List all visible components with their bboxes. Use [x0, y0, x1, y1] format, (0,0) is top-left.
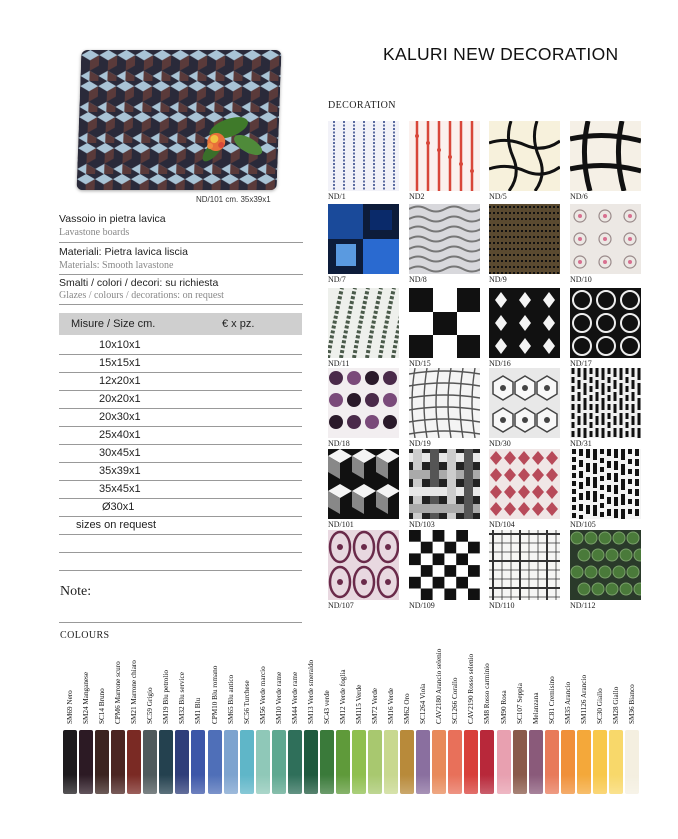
colour-swatch	[416, 730, 430, 794]
colour-name: SM12 Verde foglia	[338, 669, 347, 724]
decoration-swatch-nd1	[328, 121, 399, 191]
colour-swatch	[368, 730, 382, 794]
size-row: 20x30x1	[59, 409, 302, 427]
colour-name: SC107 Seppia	[515, 683, 524, 724]
colour-name: SM62 Oro	[403, 693, 412, 724]
colour-name: SM65 Blu antico	[226, 674, 235, 724]
decoration-code: ND/8	[409, 275, 427, 284]
colour-swatch	[79, 730, 93, 794]
colour-swatch	[63, 730, 77, 794]
decoration-code: ND/107	[328, 601, 354, 610]
colour-name: SC1266 Corallo	[451, 677, 460, 724]
colour-name: SM8 Rosso carminio	[483, 663, 492, 724]
colour-name: SM90 Rosa	[499, 690, 508, 724]
colour-swatch	[143, 730, 157, 794]
colour-swatch	[593, 730, 607, 794]
colour-swatch	[208, 730, 222, 794]
decoration-code: ND/7	[328, 275, 346, 284]
ogee-pattern	[328, 530, 399, 600]
colour-name: SC81 Cremisino	[547, 676, 556, 724]
cube-pattern-image	[77, 50, 282, 190]
size-row: 12x20x1	[59, 373, 302, 391]
decoration-swatch-nd17	[570, 288, 641, 358]
colour-swatch	[320, 730, 334, 794]
decoration-code: ND/5	[489, 192, 507, 201]
decoration-swatch-nd6	[570, 121, 641, 191]
note-line	[59, 622, 302, 623]
size-row: Ø30x1	[59, 499, 302, 517]
colour-swatch	[240, 730, 254, 794]
info-it-3: Smalti / colori / decori: su richiesta	[59, 277, 219, 289]
colour-name: SM44 Verde rame	[290, 671, 299, 724]
decoration-code: ND/109	[409, 601, 435, 610]
decoration-code: ND/104	[489, 520, 515, 529]
colour-swatch	[545, 730, 559, 794]
size-row: 15x15x1	[59, 355, 302, 373]
colour-name: SC1264 Viola	[419, 683, 428, 724]
info-en-3: Glazes / colours / decorations: on request	[59, 290, 224, 301]
colour-name: SM21 Marrone chiaro	[130, 660, 139, 724]
colour-name: SM115 Verde	[355, 684, 364, 724]
divider	[59, 304, 303, 305]
divider	[59, 274, 303, 275]
decoration-swatch-nd11	[328, 288, 399, 358]
colour-swatch	[480, 730, 494, 794]
hexagons-pattern	[489, 368, 560, 438]
colour-name: SC59 Grigio	[146, 687, 155, 724]
colour-swatch	[352, 730, 366, 794]
plaid-pattern	[489, 530, 560, 600]
info-en-1: Lavastone boards	[59, 227, 130, 238]
divider	[59, 242, 303, 243]
colour-swatch	[111, 730, 125, 794]
colour-swatch	[432, 730, 446, 794]
colour-swatch	[127, 730, 141, 794]
colour-swatch	[400, 730, 414, 794]
decoration-swatch-nd10	[570, 204, 641, 274]
info-it-2: Materiali: Pietra lavica liscia	[59, 246, 188, 258]
decoration-swatch-nd8	[409, 204, 480, 274]
colour-name: SM24 Manganese	[82, 671, 91, 724]
decoration-swatch-nd18	[328, 368, 399, 438]
decoration-swatch-nd109	[409, 530, 480, 600]
decoration-code: ND/18	[328, 439, 350, 448]
decoration-swatch-nd5	[489, 121, 560, 191]
colour-name: SM69 Nero	[66, 690, 75, 724]
size-row-empty	[59, 535, 302, 553]
size-row: 30x45x1	[59, 445, 302, 463]
decoration-code: ND/6	[570, 192, 588, 201]
colour-name: SC30 Giallo	[595, 688, 604, 724]
grey-waves-pattern	[409, 204, 480, 274]
colour-swatch	[625, 730, 639, 794]
colour-swatch	[448, 730, 462, 794]
vertical-dashes-pattern	[570, 368, 641, 438]
dotted-lines-pattern	[489, 204, 560, 274]
colour-name: CAV2180 Arancio selenio	[435, 648, 444, 724]
decoration-swatch-nd107	[328, 530, 399, 600]
floral-pink-pattern	[570, 204, 641, 274]
star-tiles-pattern	[489, 288, 560, 358]
decoration-swatch-nd105	[570, 449, 641, 519]
octagon-grid-pattern	[570, 288, 641, 358]
colour-name: SM1 Blu	[194, 697, 203, 724]
stripes-blue-pattern	[328, 121, 399, 191]
decoration-code: ND/103	[409, 520, 435, 529]
size-row: 25x40x1	[59, 427, 302, 445]
colour-swatch	[529, 730, 543, 794]
net-pattern	[409, 368, 480, 438]
colour-swatch	[175, 730, 189, 794]
green-hex-pattern	[570, 530, 641, 600]
colour-name: SM35 Arancio	[563, 681, 572, 724]
colour-name: SC56 Turchese	[242, 680, 251, 724]
weave-pattern	[409, 449, 480, 519]
decoration-code: ND/17	[570, 359, 592, 368]
size-row: 35x45x1	[59, 481, 302, 499]
decoration-swatch-nd30	[489, 368, 560, 438]
colour-swatch	[577, 730, 591, 794]
decoration-code: ND/101	[328, 520, 354, 529]
colour-name: CAV2190 Rosso selenio	[467, 653, 476, 724]
note-label: Note:	[60, 584, 92, 599]
colour-name: SM56 Verde marcio	[258, 666, 267, 724]
colour-swatch	[336, 730, 350, 794]
colour-name: Melanzana	[531, 692, 540, 724]
size-row-empty	[59, 553, 302, 571]
colour-swatch	[256, 730, 270, 794]
decoration-code: ND/1	[328, 192, 346, 201]
colour-name: SM1126 Arancio	[579, 674, 588, 724]
decoration-code: ND/19	[409, 439, 431, 448]
price-header-label: € x pz.	[222, 318, 255, 330]
colour-swatch	[609, 730, 623, 794]
colour-name: CPM6 Marrone scuro	[114, 661, 123, 724]
decoration-code: ND/110	[489, 601, 515, 610]
info-en-2: Materials: Smooth lavastone	[59, 260, 174, 271]
colour-swatch	[224, 730, 238, 794]
decoration-code: ND/105	[570, 520, 596, 529]
colour-swatch	[497, 730, 511, 794]
colour-swatch	[464, 730, 478, 794]
colour-name: SC14 Bruno	[98, 688, 107, 724]
decoration-swatch-nd2	[409, 121, 480, 191]
checker-large-pattern	[409, 288, 480, 358]
colour-swatch	[272, 730, 286, 794]
decoration-swatch-nd31	[570, 368, 641, 438]
decoration-code: ND2	[409, 192, 425, 201]
colour-swatch	[384, 730, 398, 794]
bold-grid-pattern	[570, 121, 641, 191]
colours-heading: COLOURS	[60, 630, 110, 641]
colour-name: SM19 Blu petrolio	[162, 670, 171, 724]
colour-name: SM16 Verde	[387, 687, 396, 724]
page-title: KALURI NEW DECORATION	[383, 44, 619, 64]
decoration-code: ND/11	[328, 359, 350, 368]
colour-swatch	[288, 730, 302, 794]
decoration-code: ND/10	[570, 275, 592, 284]
decoration-swatch-nd16	[489, 288, 560, 358]
colour-swatch	[95, 730, 109, 794]
leaf-stripes-pattern	[328, 288, 399, 358]
decoration-swatch-nd110	[489, 530, 560, 600]
blue-blocks-pattern	[328, 204, 399, 274]
ink-drops-pattern	[570, 449, 641, 519]
colour-name: CPM10 Blu romano	[210, 665, 219, 724]
info-it-1: Vassoio in pietra lavica	[59, 213, 166, 225]
size-row: sizes on request	[59, 517, 302, 535]
colour-swatch	[513, 730, 527, 794]
size-table-header	[59, 313, 302, 335]
decoration-code: ND/31	[570, 439, 592, 448]
cubes-pattern	[328, 449, 399, 519]
colour-swatch	[191, 730, 205, 794]
decoration-swatch-nd15	[409, 288, 480, 358]
decoration-code: ND/30	[489, 439, 511, 448]
product-photo	[77, 50, 282, 190]
decoration-swatch-nd112	[570, 530, 641, 600]
checker-small-pattern	[409, 530, 480, 600]
decoration-swatch-nd101	[328, 449, 399, 519]
colour-name: SC43 verde	[322, 690, 331, 724]
colour-name: SM10 Verde rame	[274, 671, 283, 724]
wavy-grid-pattern	[489, 121, 560, 191]
colour-swatch	[159, 730, 173, 794]
decoration-code: ND/112	[570, 601, 596, 610]
red-diamonds-pattern	[489, 449, 560, 519]
colour-name: SM28 Giallo	[611, 686, 620, 724]
decoration-swatch-nd104	[489, 449, 560, 519]
colour-swatch	[561, 730, 575, 794]
size-header-label: Misure / Size cm.	[71, 318, 156, 330]
product-caption: ND/101 cm. 35x39x1	[196, 195, 271, 204]
colour-swatch	[304, 730, 318, 794]
decoration-heading: DECORATION	[328, 100, 396, 111]
purple-dots-pattern	[328, 368, 399, 438]
decoration-code: ND/9	[489, 275, 507, 284]
stripes-red-pattern	[409, 121, 480, 191]
decoration-swatch-nd103	[409, 449, 480, 519]
colour-name: SM32 Blu service	[178, 672, 187, 724]
size-row: 10x10x1	[59, 337, 302, 355]
decoration-swatch-nd9	[489, 204, 560, 274]
size-row: 35x39x1	[59, 463, 302, 481]
decoration-code: ND/15	[409, 359, 431, 368]
colour-name: SM72 Verde	[371, 687, 380, 724]
decoration-swatch-nd7	[328, 204, 399, 274]
colour-name: SM13 Verde smeraldo	[306, 659, 315, 724]
decoration-code: ND/16	[489, 359, 511, 368]
decoration-swatch-nd19	[409, 368, 480, 438]
colour-name: SM36 Bianco	[627, 684, 636, 724]
size-row: 20x20x1	[59, 391, 302, 409]
